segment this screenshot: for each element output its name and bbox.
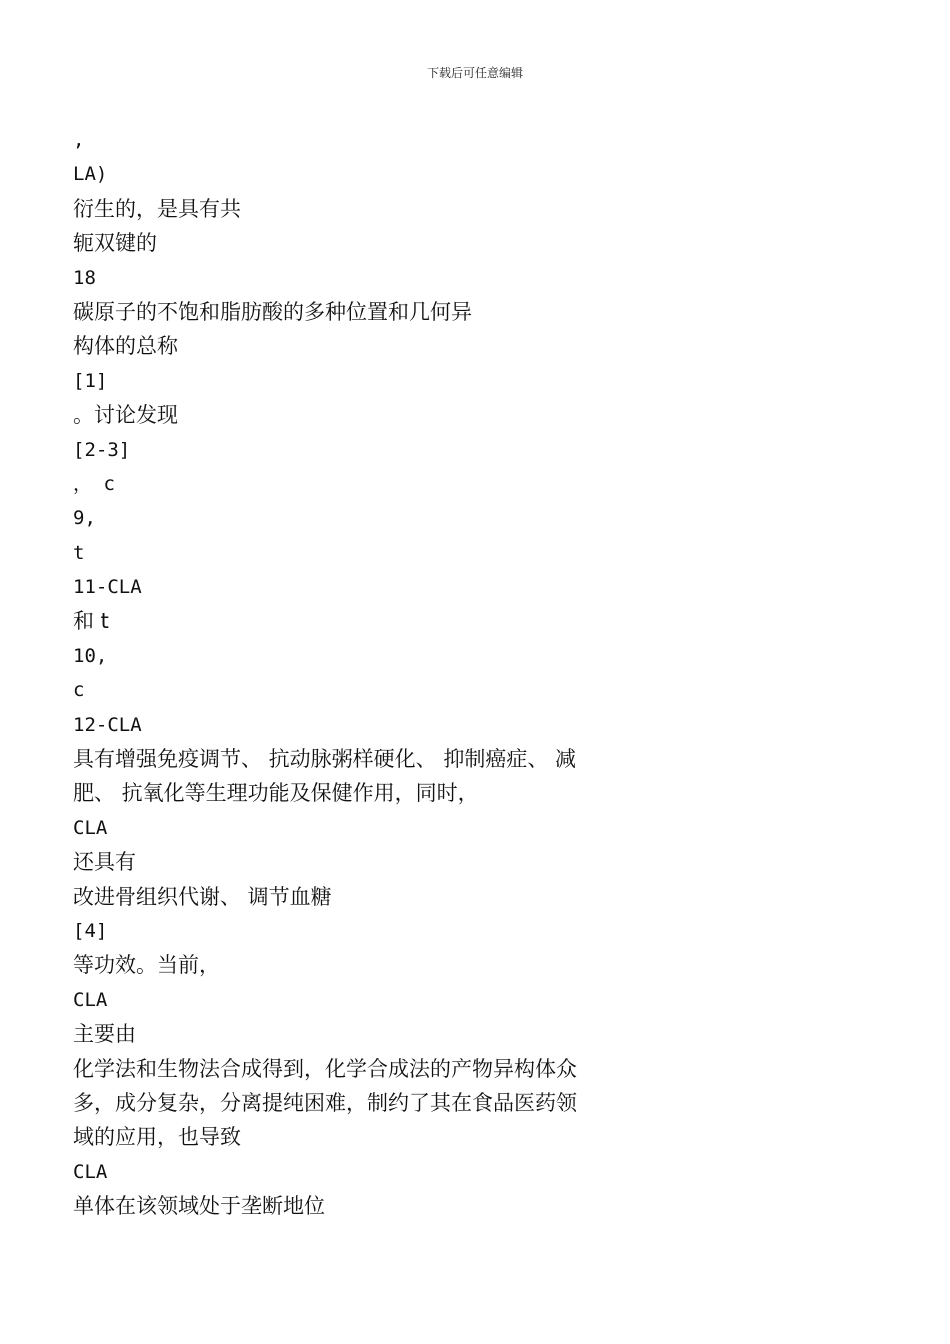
text-line: 18	[73, 266, 96, 289]
text-line: CLA	[73, 816, 108, 839]
text-line: t	[73, 541, 85, 564]
text-line: 9,	[73, 507, 96, 530]
text-line: 构体的总称	[73, 334, 178, 359]
text-line: ,	[73, 129, 85, 151]
text-line: 和 t	[73, 609, 109, 634]
text-line: 还具有	[73, 850, 136, 875]
text-line: 碳原子的不饱和脂肪酸的多种位置和几何异	[73, 299, 472, 324]
text-line: 11-CLA	[73, 576, 142, 599]
text-line: 化学法和生物法合成得到，化学合成法的产物异构体众	[73, 1056, 577, 1081]
text-line: [4]	[73, 919, 108, 942]
text-line: 单体在该领域处于垄断地位	[73, 1194, 325, 1219]
text-line: 具有增强免疫调节、 抗动脉粥样硬化、 抑制癌症、 减	[73, 747, 577, 772]
page-header-note: 下载后可任意编辑	[426, 66, 523, 80]
text-line: LA)	[73, 163, 108, 186]
text-line: 域的应用，也导致	[73, 1125, 241, 1150]
document-body	[73, 123, 673, 1224]
text-line: ， c	[73, 472, 115, 495]
text-line: 主要由	[73, 1022, 136, 1047]
text-line: CLA	[73, 1160, 108, 1183]
text-line: 多，成分复杂，分离提纯困难，制约了其在食品医药领	[73, 1090, 577, 1115]
text-line: 10,	[73, 644, 108, 667]
text-line: 等功效。当前，	[73, 953, 220, 978]
text-line: [2-3]	[73, 438, 131, 461]
text-line: [1]	[73, 369, 108, 392]
text-line: 改进骨组织代谢、 调节血糖	[73, 884, 332, 909]
text-line: 轭双键的	[73, 231, 157, 256]
text-line: c	[73, 679, 85, 702]
text-line: 肥、 抗氧化等生理功能及保健作用，同时，	[73, 781, 479, 806]
text-line: CLA	[73, 988, 108, 1011]
text-line: 12-CLA	[73, 713, 142, 736]
text-line: 衍生的，是具有共	[73, 196, 241, 221]
text-line: 。讨论发现	[73, 403, 178, 428]
